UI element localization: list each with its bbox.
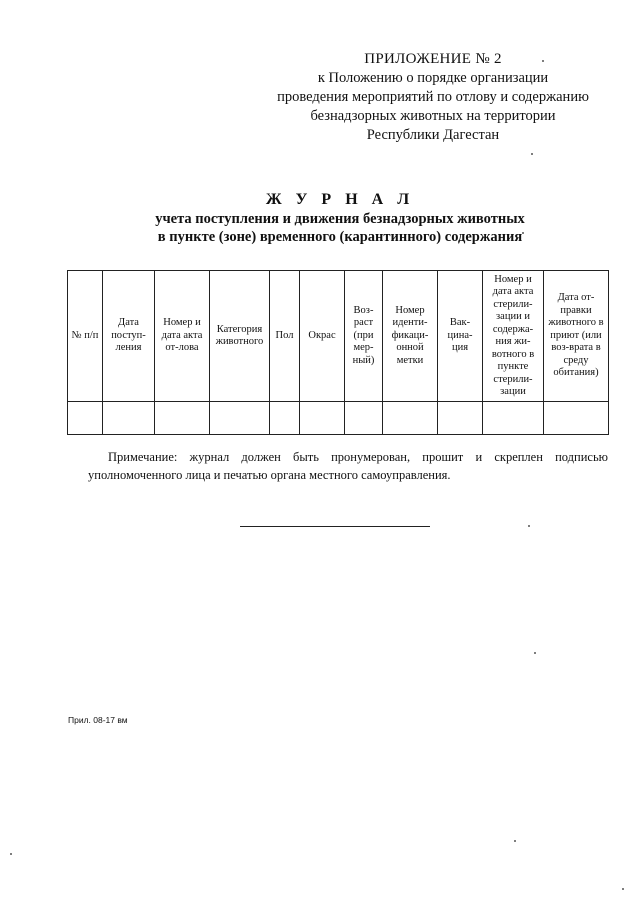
table-cell xyxy=(438,402,483,435)
table-cell xyxy=(483,402,544,435)
appendix-line: безнадзорных животных на территории xyxy=(310,108,556,124)
table-cell xyxy=(103,402,155,435)
table-cell xyxy=(383,402,438,435)
column-header: Дата поступ-ления xyxy=(103,271,155,402)
journal-subtitle-line-1: учета поступления и движения безнадзорных животных xyxy=(155,211,525,227)
table-cell xyxy=(544,402,609,435)
table-row xyxy=(68,402,609,435)
appendix-heading: ПРИЛОЖЕНИЕ № 2 xyxy=(364,51,502,67)
column-header: Дата от-правки животного в приют (или воз-врата в среду обитания) xyxy=(544,271,609,402)
journal-title-block xyxy=(90,190,590,246)
appendix-block xyxy=(258,50,608,145)
journal-title: Ж У Р Н А Л xyxy=(265,191,415,208)
scan-speck xyxy=(522,232,524,234)
column-header: Категория животного xyxy=(210,271,270,402)
column-header: Номер иденти-фикаци-онной метки xyxy=(383,271,438,402)
column-header: Окрас xyxy=(300,271,345,402)
column-header: Номер и дата акта стерили-зации и содержа-ния жи-вотного в пункте стерили-зации xyxy=(483,271,544,402)
signature-line xyxy=(240,526,430,527)
scan-speck xyxy=(542,60,544,62)
column-header: Номер и дата акта от-лова xyxy=(155,271,210,402)
journal-table xyxy=(67,270,609,435)
appendix-line: Республики Дагестан xyxy=(366,127,500,143)
column-header: Пол xyxy=(270,271,300,402)
table-cell xyxy=(300,402,345,435)
note-text: Примечание: журнал должен быть пронумерован, прошит и скреплен подписью уполномоченного лица и печатью органа местного самоуправления. xyxy=(88,450,608,482)
scan-speck xyxy=(514,840,516,842)
journal-subtitle-line-2: в пункте (зоне) временного (карантинного) содержания xyxy=(157,229,523,245)
scan-speck xyxy=(10,853,12,855)
table-cell xyxy=(345,402,383,435)
column-header: Вак-цина-ция xyxy=(438,271,483,402)
table-cell xyxy=(270,402,300,435)
scan-speck xyxy=(528,525,530,527)
column-header: Воз-раст (при мер-ный) xyxy=(345,271,383,402)
appendix-line: к Положению о порядке организации xyxy=(317,70,549,86)
table-header-row xyxy=(68,271,609,402)
scan-speck xyxy=(534,652,536,654)
appendix-line: проведения мероприятий по отлову и содержанию xyxy=(277,89,589,105)
column-header: № п/п xyxy=(68,271,103,402)
table-cell xyxy=(68,402,103,435)
scan-speck xyxy=(622,888,624,890)
scan-speck xyxy=(531,153,533,155)
table-cell xyxy=(155,402,210,435)
table-cell xyxy=(210,402,270,435)
footer-code: Прил. 08-17 вм xyxy=(68,715,128,725)
